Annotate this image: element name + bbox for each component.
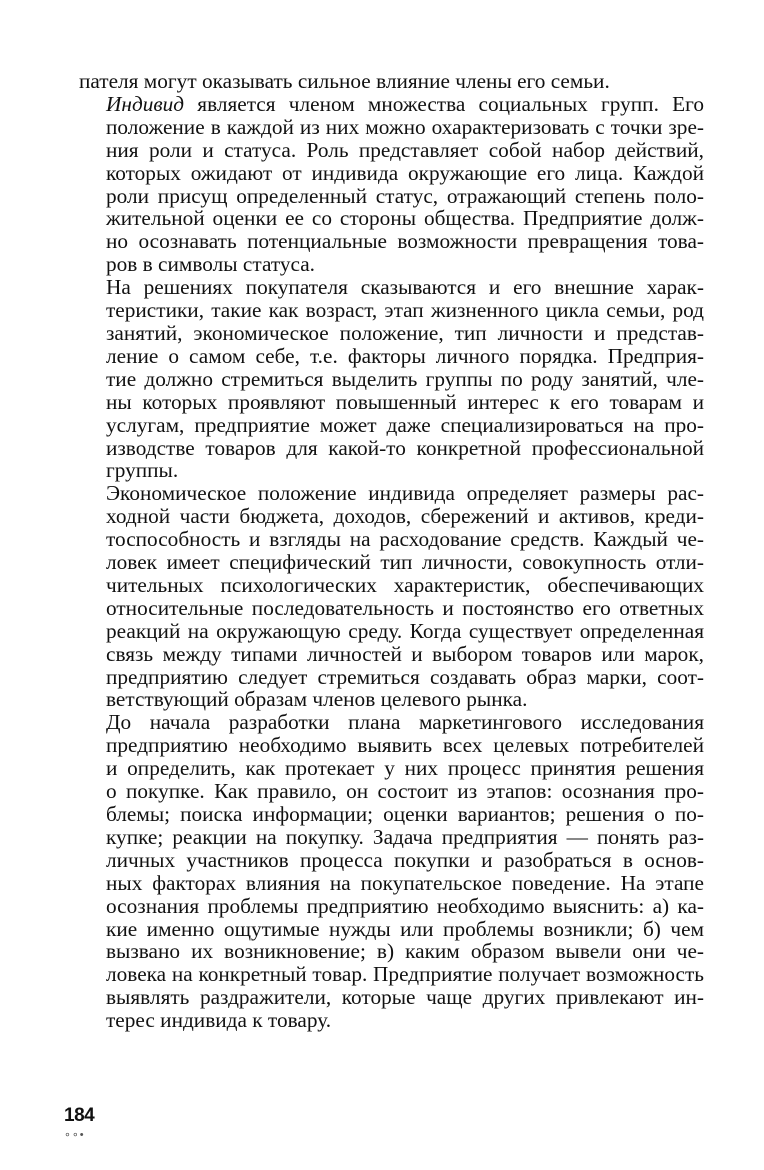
text-line: тие должно стремиться выделить группы по роду занятий, чле- <box>106 366 704 391</box>
text-line: личных участников процесса покупки и разобраться в основ- <box>106 847 704 872</box>
text-line: положение в каждой из них можно охарактеризовать с точки зре- <box>106 114 704 139</box>
text-line: выявлять раздражители, которые чаще других привлекают ин- <box>106 985 704 1010</box>
text-line: осознания проблемы предприятию необходимо выяснить: а) ка- <box>106 893 704 918</box>
italic-term: Индивид <box>106 91 185 116</box>
text-line: купке; реакции на покупку. Задача предприятия — понять раз- <box>106 824 704 849</box>
text-line: ветствующий образам членов целевого рынка. <box>106 687 528 712</box>
text-line: о покупке. Как правило, он состоит из этапов: осознания про- <box>106 779 704 804</box>
text-line: кие именно ощутимые нужды или проблемы возникли; б) чем <box>106 916 704 941</box>
text-line: вызвано их возникновение; в) каким образом вывели они че- <box>106 939 704 964</box>
text-line: терес индивида к товару. <box>106 1008 332 1033</box>
text-line: изводстве товаров для какой-то конкретной профессиональной <box>106 435 704 460</box>
text-line: услугам, предприятие может даже специализироваться на про- <box>106 412 704 437</box>
text-line: группы. <box>106 458 179 483</box>
text-line: которых ожидают от индивида окружающие его лица. Каждой <box>106 160 704 185</box>
paragraph <box>79 276 704 482</box>
text-line: тоспособность и взгляды на расходование средств. Каждый че- <box>106 527 704 552</box>
text-line: реакций на окружающую среду. Когда существует определенная <box>106 618 704 643</box>
line-text: является членом множества социальных групп. Его <box>184 91 704 116</box>
page-number: 184 <box>64 1105 95 1126</box>
text-line: ление о самом себе, т.е. факторы личного порядка. Предприя- <box>106 343 704 368</box>
text-line: чительных психологических характеристик, обеспечивающих <box>106 572 704 597</box>
text-line: ния роли и статуса. Роль представляет собой набор действий, <box>106 137 704 162</box>
text-line: На решениях покупателя сказываются и его внешние харак- <box>106 275 704 300</box>
text-line: ловек имеет специфический тип личности, совокупность отли- <box>106 550 704 575</box>
text-line: роли присущ определенный статус, отражающий степень поло- <box>106 183 704 208</box>
paragraph <box>79 93 704 276</box>
text-line: Экономическое положение индивида определяет размеры рас- <box>106 481 704 506</box>
text-line: ров в символы статуса. <box>106 252 316 277</box>
text-line: предприятию следует стремиться создавать образ марки, соот- <box>106 664 704 689</box>
text-line: пателя могут оказывать сильное влияние члены его семьи. <box>79 69 610 93</box>
paragraph <box>79 711 704 1032</box>
text-line: ходной части бюджета, доходов, сбережений и активов, креди- <box>106 504 704 529</box>
text-line: но осознавать потенциальные возможности превращения това- <box>106 229 704 254</box>
text-line: До начала разработки плана маркетингового исследования <box>106 710 704 735</box>
text-line: ны которых проявляют повышенный интерес к его товарам и <box>106 389 704 414</box>
text-line: занятий, экономическое положение, тип личности и представ- <box>106 320 704 345</box>
text-line: связь между типами личностей и выбором товаров или марок, <box>106 641 704 666</box>
text-line: блемы; поиска информации; оценки вариантов; решения о по- <box>106 802 704 826</box>
footer-mark: ∘∘• <box>64 1129 85 1141</box>
text-line: жительной оценки ее со стороны общества. Предприятие долж- <box>106 206 704 231</box>
text-line: и определить, как протекает у них процесс принятия решения <box>106 756 704 781</box>
body-text <box>79 70 704 1032</box>
paragraph <box>79 70 704 93</box>
text-line: ных факторах влияния на покупательское поведение. На этапе <box>106 870 704 895</box>
text-line: предприятию необходимо выявить всех целевых потребителей <box>106 733 704 758</box>
text-line: ловека на конкретный товар. Предприятие получает возможность <box>106 962 704 987</box>
text-line: относительные последовательность и постоянство его ответных <box>106 595 704 620</box>
text-line: теристики, такие как возраст, этап жизненного цикла семьи, род <box>106 298 704 323</box>
paragraph <box>79 482 704 711</box>
text-line <box>79 93 704 116</box>
